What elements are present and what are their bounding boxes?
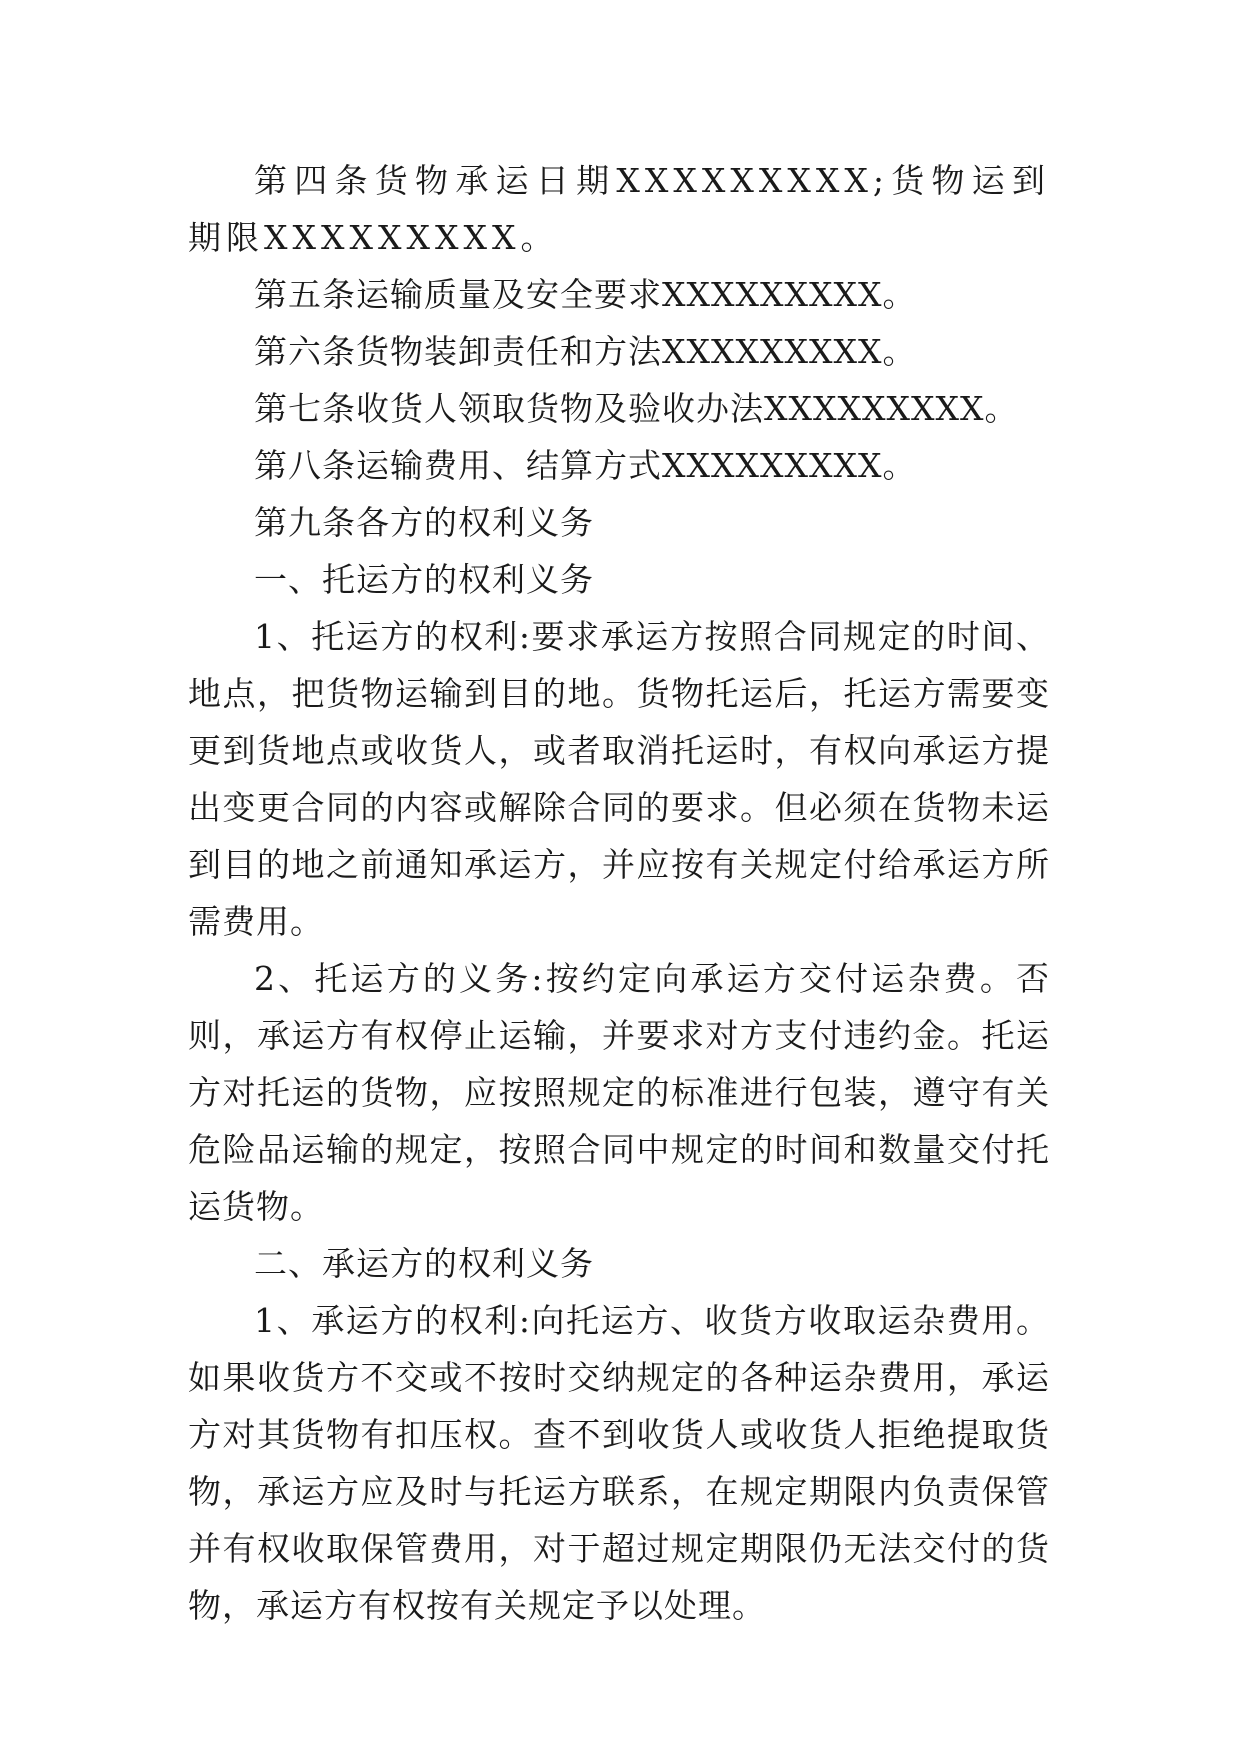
shipper-obligations-paragraph: 2、托运方的义务:按约定向承运方交付运杂费。否则，承运方有权停止运输，并要求对方支付违约金。托运方对托运的货物，应按照规定的标准进行包装，遵守有关危险品运输的规定，按照合同中规定的时间和数量交付托运货物。 [188,959,1050,1226]
article-5-paragraph: 第五条运输质量及安全要求XXXXXXXXX。 [254,275,917,314]
shipper-rights-paragraph: 1、托运方的权利:要求承运方按照合同规定的时间、地点，把货物运输到目的地。货物托运后，托运方需要变更到货地点或收货人，或者取消托运时，有权向承运方提出变更合同的内容或解除合同的要求。但必须在货物未运到目的地之前通知承运方，并应按有关规定付给承运方所需费用。 [188,617,1050,941]
article-8-paragraph: 第八条运输费用、结算方式XXXXXXXXX。 [254,446,917,485]
document-body [188,152,1050,1634]
article-4-paragraph: 第四条货物承运日期XXXXXXXXX;货物运到期限XXXXXXXXX。 [188,161,1050,257]
article-6-paragraph: 第六条货物装卸责任和方法XXXXXXXXX。 [254,332,917,371]
article-9-heading: 第九条各方的权利义务 [254,503,594,542]
section-1-heading: 一、托运方的权利义务 [254,560,594,599]
section-2-heading: 二、承运方的权利义务 [254,1244,594,1283]
carrier-rights-paragraph: 1、承运方的权利:向托运方、收货方收取运杂费用。如果收货方不交或不按时交纳规定的各种运杂费用，承运方对其货物有扣压权。查不到收货人或收货人拒绝提取货物，承运方应及时与托运方联系，在规定期限内负责保管并有权收取保管费用，对于超过规定期限仍无法交付的货物，承运方有权按有关规定予以处理。 [188,1301,1050,1625]
article-7-paragraph: 第七条收货人领取货物及验收办法XXXXXXXXX。 [254,389,1019,428]
